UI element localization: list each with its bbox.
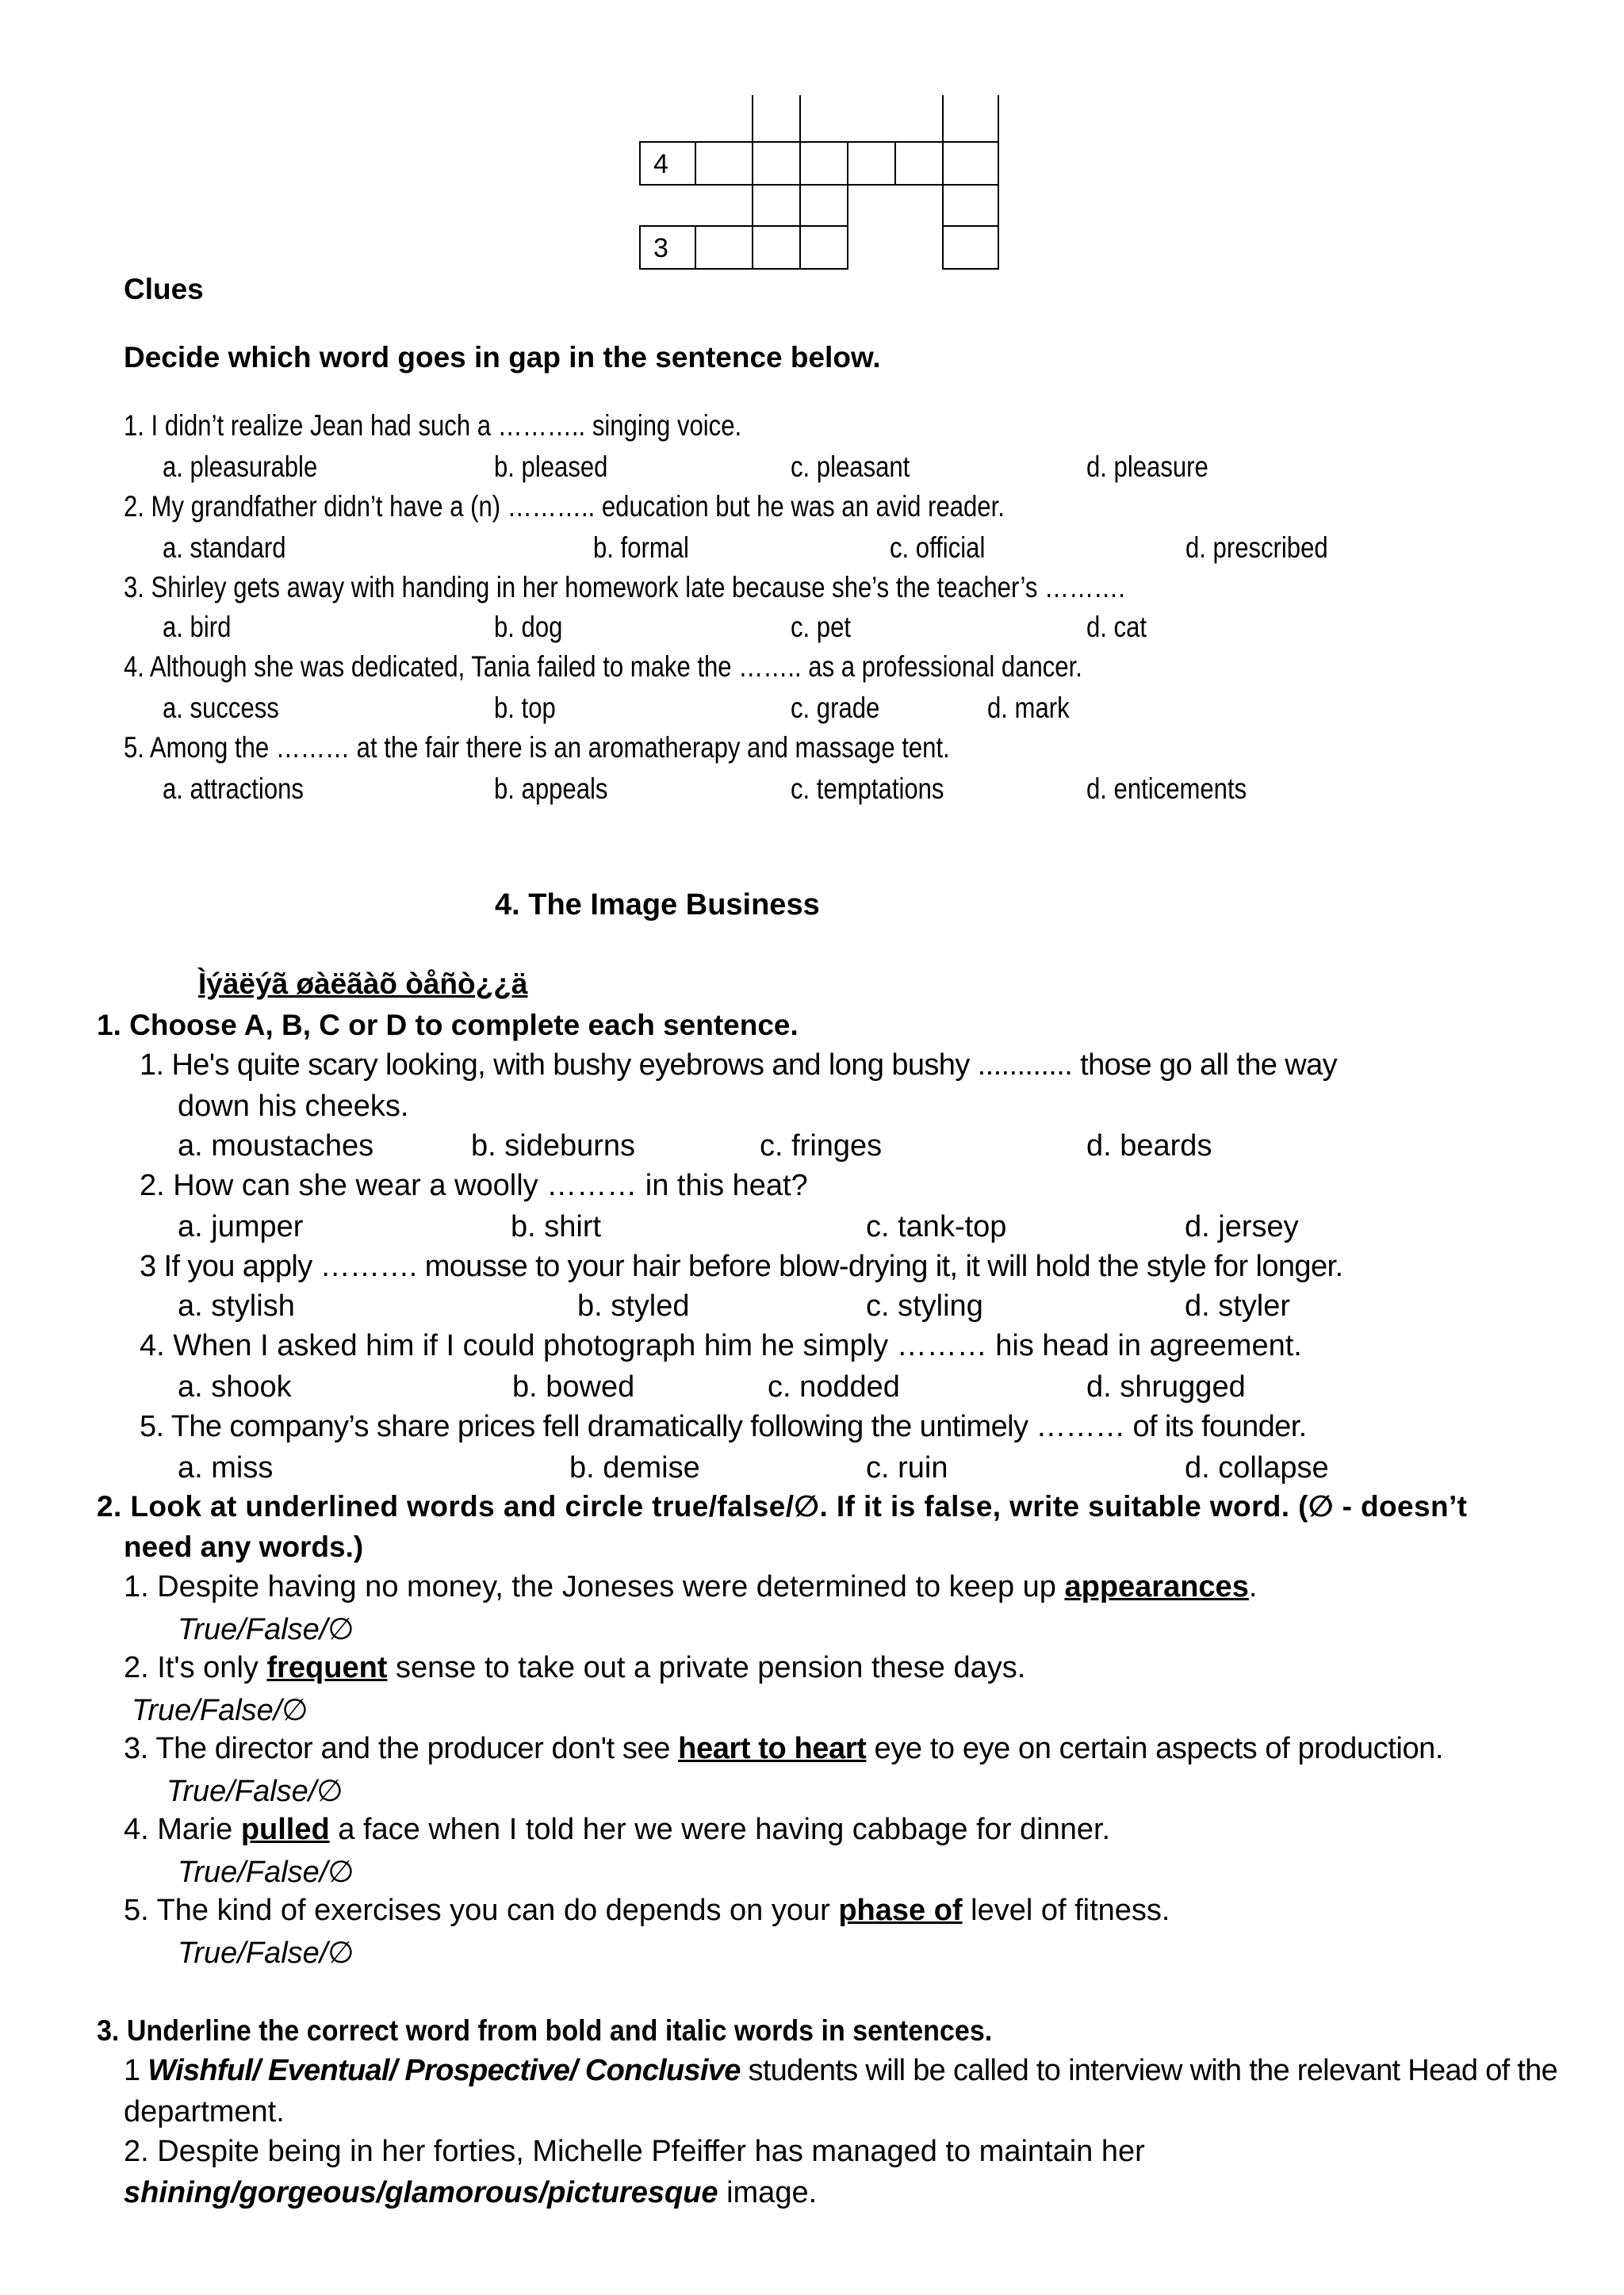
option: d. pleasure — [1086, 450, 1208, 483]
option: c. ruin — [866, 1451, 948, 1485]
option: c. pleasant — [791, 450, 910, 483]
question: 2. How can she wear a woolly ……… in this heat? — [140, 1169, 808, 1202]
underlined-word: appearances — [1064, 1570, 1249, 1603]
word-choices[interactable]: shining/gorgeous/glamorous/picturesque — [124, 2176, 718, 2209]
underline-sentence-continued — [124, 2176, 817, 2210]
option: d. enticements — [1086, 772, 1247, 805]
grid-line — [752, 95, 753, 143]
question-continued: down his cheeks. — [178, 1090, 409, 1123]
sentence-continued: department. — [124, 2095, 285, 2128]
grid-line — [942, 95, 944, 143]
grid-cell — [695, 225, 753, 270]
option: a. standard — [163, 531, 286, 564]
option: d. beards — [1086, 1129, 1212, 1163]
sentence-text: eye to eye on certain aspects of production. — [866, 1732, 1444, 1765]
sentence-text: 3. The director and the producer don't see — [124, 1732, 679, 1765]
option: a. miss — [178, 1451, 274, 1485]
underline-sentence: 2. Despite being in her forties, Michelle Pfeiffer has managed to maintain her — [124, 2135, 1145, 2168]
option: b. styled — [577, 1289, 690, 1323]
grid-cell — [799, 184, 848, 227]
question: 4. Although she was dedicated, Tania failed to make the …….. as a professional dancer. — [124, 650, 1082, 683]
underlined-word: frequent — [266, 1651, 388, 1684]
option: c. fringes — [760, 1129, 883, 1163]
tf-sentence — [124, 1651, 1025, 1685]
question: 3. Shirley gets away with handing in her homework late because she’s the teacher’s ………. — [124, 571, 1125, 603]
option: c. pet — [791, 611, 852, 643]
option: b. bowed — [512, 1370, 635, 1404]
underlined-word: phase of — [838, 1894, 963, 1927]
option: c. grade — [791, 692, 880, 724]
option: d. shrugged — [1086, 1370, 1246, 1404]
clue-number-4: 4 — [653, 149, 668, 179]
grid-cell — [942, 184, 999, 227]
clues-heading: Clues — [124, 273, 204, 305]
sentence-text: a face when I told her we were having cabbage for dinner. — [329, 1813, 1111, 1846]
sentence-text: 1. Despite having no money, the Joneses were determined to keep up — [124, 1570, 1065, 1603]
option: b. pleased — [494, 450, 608, 483]
sentence-text: 4. Marie — [124, 1813, 241, 1846]
sentence-text: sense to take out a private pension these days. — [387, 1651, 1026, 1684]
option: b. formal — [593, 531, 689, 564]
grid-line — [998, 95, 999, 143]
option: a. shook — [178, 1370, 292, 1404]
option: b. appeals — [494, 772, 608, 805]
option: c. nodded — [768, 1370, 900, 1404]
question: 2. My grandfather didn’t have a (n) ……….. education but he was an avid reader. — [124, 490, 1005, 523]
question: 3 If you apply ………. mousse to your hair before blow-drying it, it will hold the style for longer. — [140, 1250, 1343, 1283]
sentence-text: . — [1248, 1570, 1258, 1603]
sentence-text: 2. It's only — [124, 1651, 267, 1684]
grid-cell — [799, 141, 848, 186]
garbled-heading: Ìýäëýã øàëãàõ òåñò¿¿ä — [198, 967, 528, 1000]
option: c. styling — [866, 1289, 983, 1323]
underline-sentence — [124, 2054, 1557, 2088]
option: a. stylish — [178, 1289, 295, 1323]
exercise-title: 3. Underline the correct word from bold and italic words in sentences. — [97, 2014, 993, 2047]
grid-cell — [752, 225, 801, 270]
true-false-choice[interactable]: True/False/∅ — [132, 1694, 308, 1727]
grid-cell — [799, 225, 848, 270]
grid-cell — [639, 225, 696, 270]
option: c. official — [890, 531, 986, 564]
sentence-text: students will be called to interview with the relevant Head of the — [740, 2054, 1558, 2087]
tf-sentence — [124, 1894, 1170, 1928]
option: a. bird — [163, 611, 232, 643]
question: 1. I didn’t realize Jean had such a ……….. singing voice. — [124, 409, 742, 442]
section-title: 4. The Image Business — [495, 888, 820, 921]
option: b. dog — [494, 611, 563, 643]
question: 1. He's quite scary looking, with bushy eyebrows and long bushy ............ those go all the way — [140, 1048, 1338, 1082]
true-false-choice[interactable]: True/False/∅ — [178, 1613, 354, 1646]
option: d. cat — [1086, 611, 1147, 643]
option: d. collapse — [1185, 1451, 1329, 1485]
option: a. moustaches — [178, 1129, 374, 1163]
underlined-word: pulled — [240, 1813, 330, 1846]
option: d. jersey — [1185, 1210, 1299, 1243]
underlined-word: heart to heart — [678, 1732, 867, 1765]
exercise-title-continued: need any words.) — [124, 1531, 364, 1563]
option: a. success — [163, 692, 279, 724]
instruction: Decide which word goes in gap in the sentence below. — [124, 341, 881, 374]
tf-sentence — [124, 1732, 1443, 1766]
exercise-title: 2. Look at underlined words and circle true/false/∅. If it is false, write suitable word. (∅ - doesn’t — [97, 1490, 1468, 1523]
option: b. demise — [569, 1451, 700, 1485]
option: c. tank-top — [866, 1210, 1007, 1243]
option: c. temptations — [791, 772, 944, 805]
sentence-text: level of fitness. — [962, 1894, 1170, 1927]
tf-sentence — [124, 1570, 1257, 1604]
option: a. jumper — [178, 1210, 304, 1243]
grid-cell — [695, 141, 753, 186]
word-choices[interactable]: Wishful/ Eventual/ Prospective/ Conclusive — [147, 2054, 741, 2087]
grid-cell — [942, 225, 999, 270]
option: a. attractions — [163, 772, 304, 805]
question: 4. When I asked him if I could photograph him he simply ……… his head in agreement. — [140, 1329, 1302, 1362]
question: 5. The company’s share prices fell dramatically following the untimely ……… of its founder. — [140, 1410, 1307, 1443]
option: b. sideburns — [471, 1129, 636, 1163]
exercise-title: 1. Choose A, B, C or D to complete each sentence. — [97, 1009, 799, 1041]
grid-cell — [752, 141, 801, 186]
option: a. pleasurable — [163, 450, 318, 483]
true-false-choice[interactable]: True/False/∅ — [178, 1937, 354, 1970]
option: d. mark — [987, 692, 1070, 724]
grid-cell — [639, 141, 696, 186]
tf-sentence — [124, 1813, 1110, 1847]
option: b. shirt — [511, 1210, 602, 1243]
grid-cell — [942, 141, 999, 186]
sentence-text: image. — [718, 2176, 818, 2209]
option: d. styler — [1185, 1289, 1291, 1323]
option: d. prescribed — [1185, 531, 1328, 564]
option: b. top — [494, 692, 556, 724]
true-false-choice[interactable]: True/False/∅ — [178, 1856, 354, 1889]
true-false-choice[interactable]: True/False/∅ — [167, 1775, 343, 1808]
grid-cell — [894, 141, 944, 186]
sentence-text: 5. The kind of exercises you can do depends on your — [124, 1894, 839, 1927]
grid-cell — [847, 141, 896, 186]
grid-cell — [752, 184, 801, 227]
question: 5. Among the ……… at the fair there is an aromatherapy and massage tent. — [124, 731, 950, 764]
clue-number-3: 3 — [653, 233, 668, 263]
sentence-number: 1 — [124, 2054, 148, 2087]
grid-line — [799, 95, 801, 143]
